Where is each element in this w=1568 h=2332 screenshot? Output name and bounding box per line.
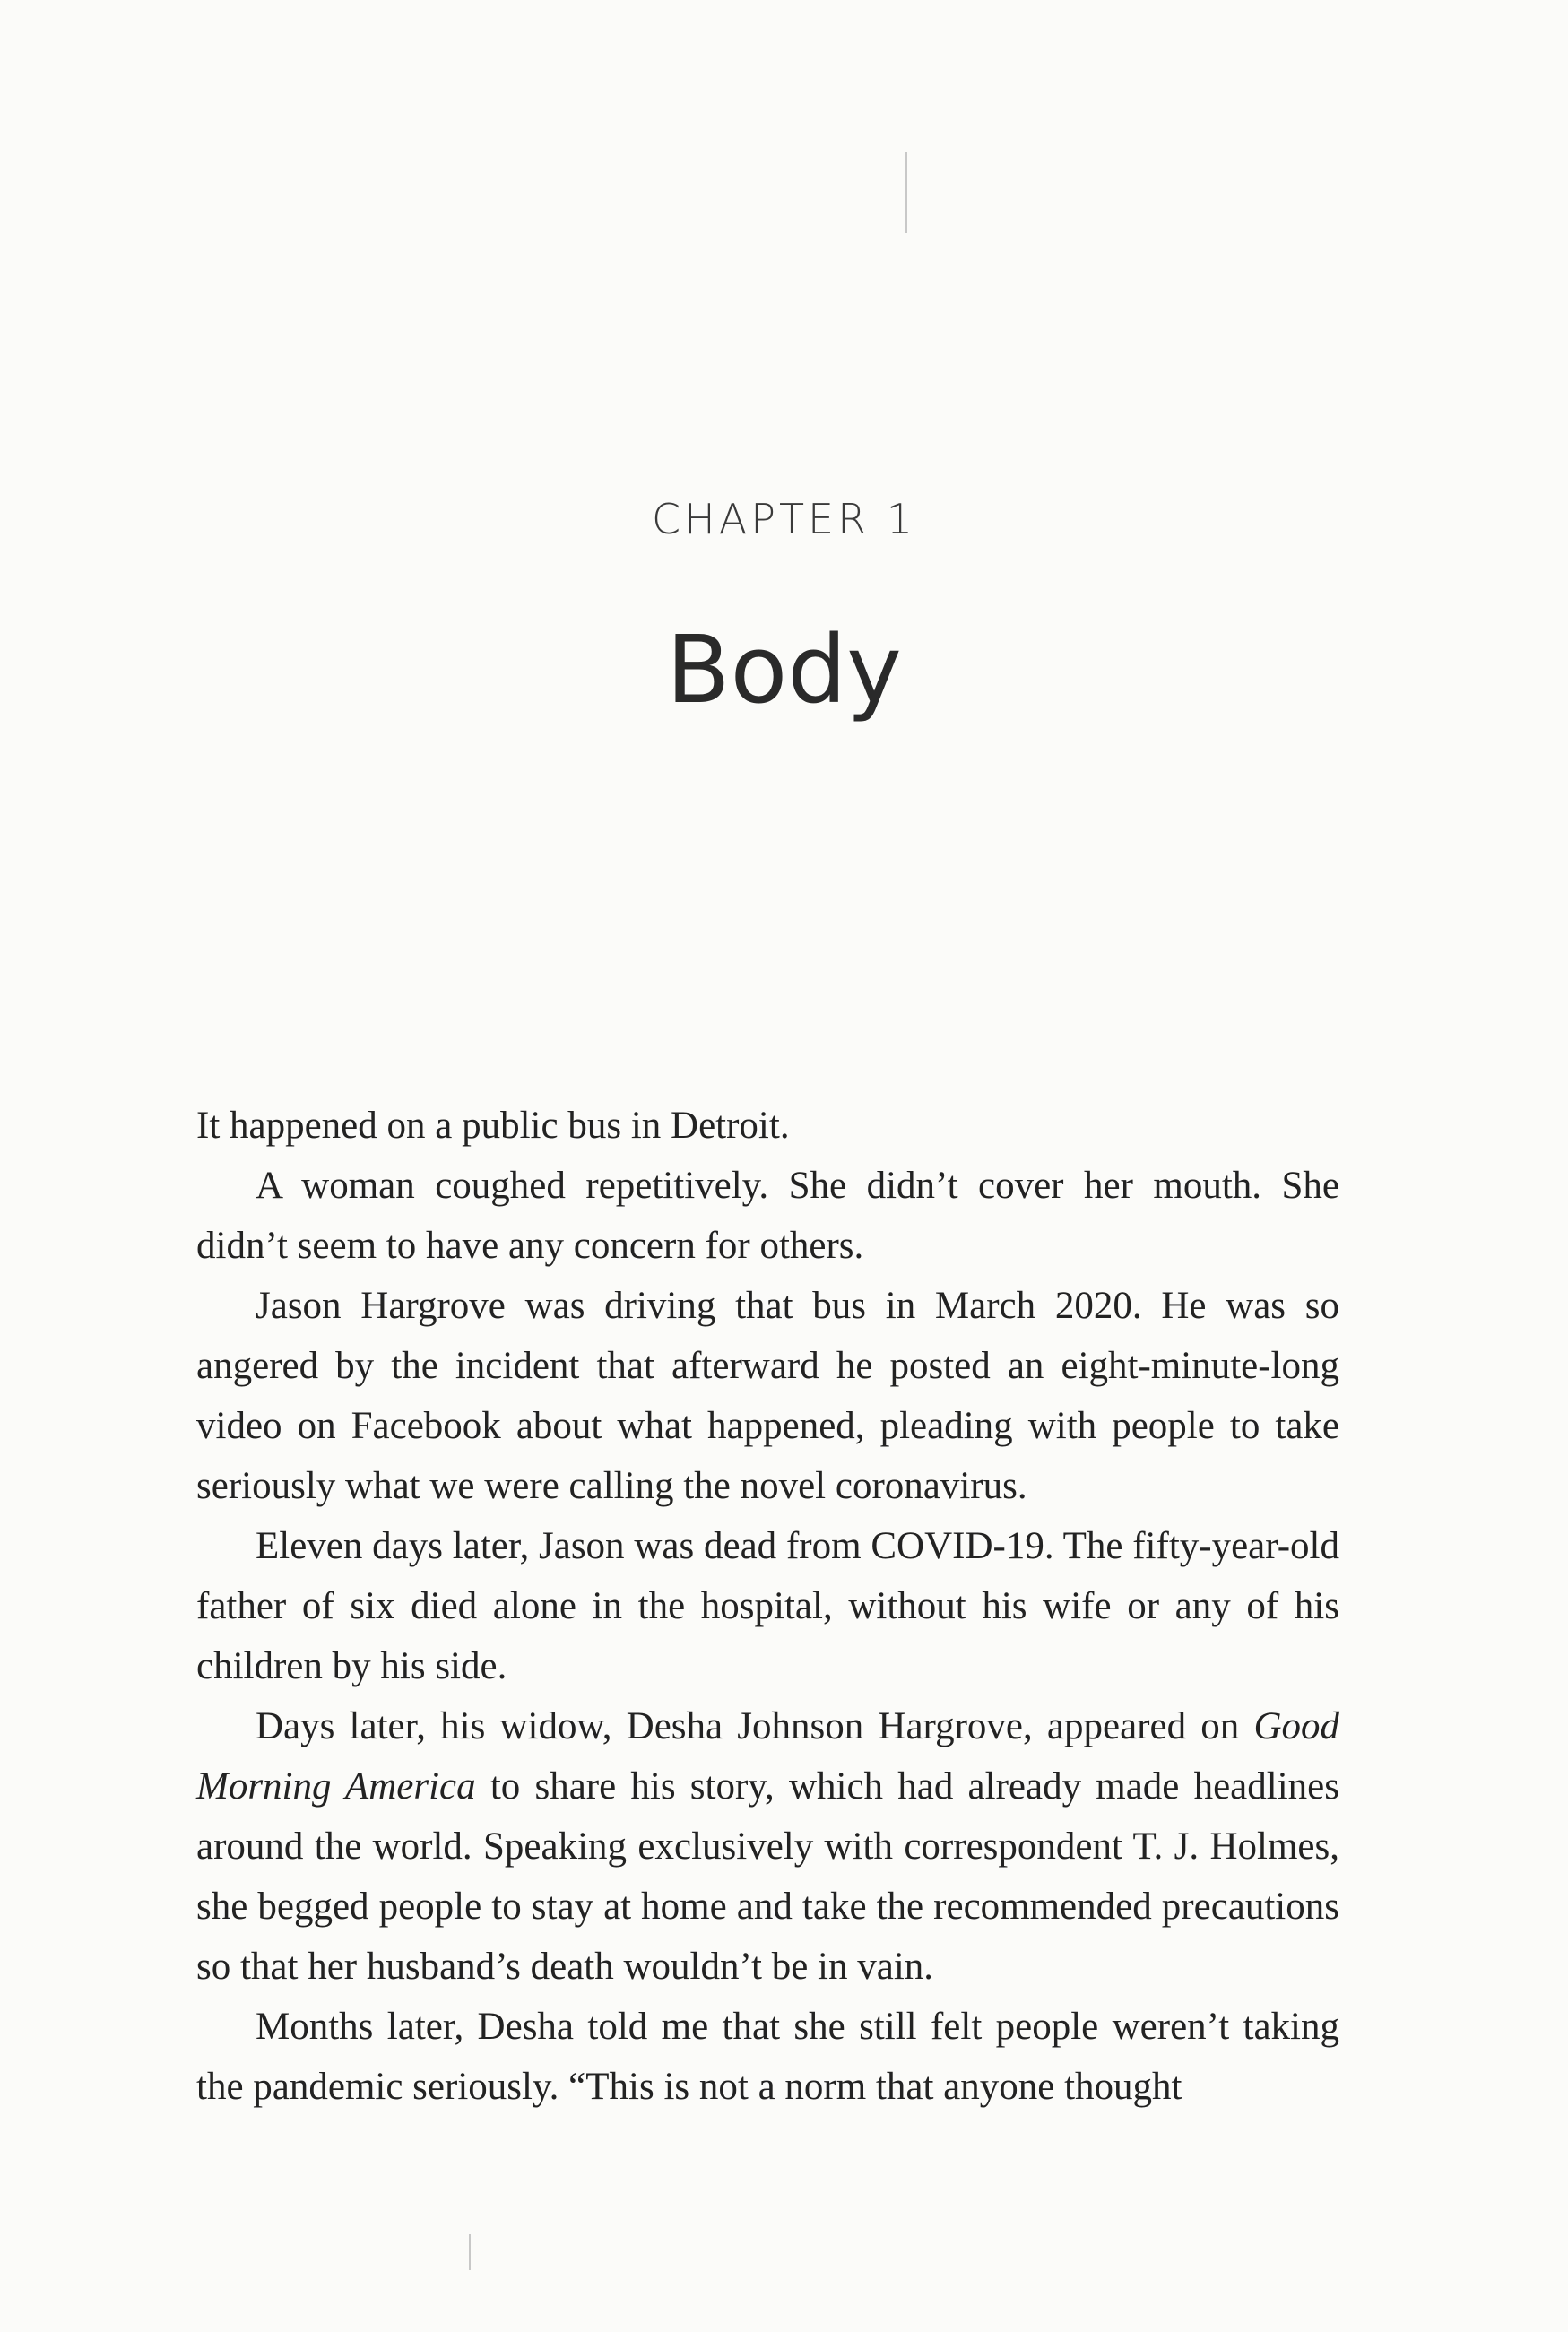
italic-title-text: Good Morning America	[196, 1705, 1339, 1808]
paragraph	[196, 1997, 1339, 2117]
paragraph	[196, 1096, 1339, 1156]
paragraph-text: A woman coughed repetitively. She didn’t cover her mouth. She didn’t seem to have any concern for others.	[196, 1165, 1339, 1267]
scan-artifact-top	[905, 152, 907, 233]
paragraph-text: Days later, his widow, Desha Johnson Hargrove, appeared on	[256, 1705, 1254, 1747]
scan-artifact-bottom	[469, 2234, 471, 2270]
paragraph-text: Eleven days later, Jason was dead from COVID-19. The fifty-year-old father of six died alone in the hospital, without his wife or any of his children by his side.	[196, 1525, 1339, 1687]
chapter-title: Body	[666, 615, 902, 724]
paragraph-text: Months later, Desha told me that she still felt people weren’t taking the pandemic seriously. “This is not a norm that anyone thought	[196, 2006, 1339, 2108]
paragraph	[196, 1516, 1339, 1696]
paragraph	[196, 1276, 1339, 1516]
paragraph-text: to share his story, which had already made headlines around the world. Speaking exclusively with correspondent T. J. Holmes, she begged people to stay at home and take the recommended precautions so that her husband’s death wouldn’t be in vain.	[196, 1765, 1339, 1988]
paragraph-text: It happened on a public bus in Detroit.	[196, 1105, 790, 1147]
paragraph	[196, 1696, 1339, 1997]
paragraph-text: Jason Hargrove was driving that bus in March 2020. He was so angered by the incident that afterward he posted an eight-minute-long video on Facebook about what happened, pleading with people to take seriously what we were calling the novel coronavirus.	[196, 1285, 1339, 1507]
paragraph	[196, 1156, 1339, 1276]
chapter-label: CHAPTER 1	[652, 495, 916, 543]
chapter-body-text	[196, 1096, 1339, 2117]
